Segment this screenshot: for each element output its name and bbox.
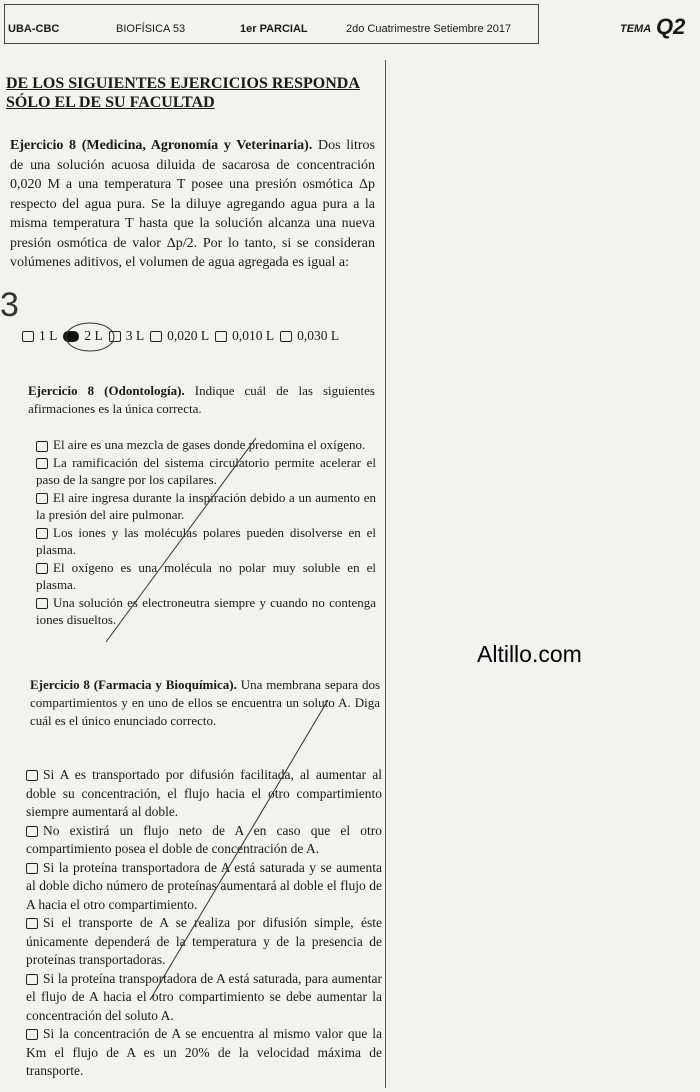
option-item[interactable]: Una solución es electroneutra siempre y cuando no contenga iones disueltos. [36, 594, 376, 627]
exam-label: 1er PARCIAL [240, 23, 308, 35]
subject-label: BIOFÍSICA 53 [116, 23, 186, 35]
exercise-text: Dos litros de una solución acuosa diluida de sacarosa de concentración 0,020 M a una temperatura T posee una presión osmótica Δp respecto del agua pura. Se la diluye agregando agua pura a la misma temperatura T hasta que la solución alcanza una nueva presión osmótica de valor Δp/2. Por lo tanto, si se consideran volúmenes aditivos, el volumen de agua agregada es igual a: [10, 138, 376, 270]
tema-value: Q2 [656, 14, 686, 39]
option-item[interactable]: Si A es transportado por difusión facilitada, al aumentar al doble su concentración, el flujo hacia el otro compartimiento siempre aumentará al doble. [26, 767, 382, 819]
option-item[interactable]: No existirá un flujo neto de A en caso que el otro compartimiento posea el doble de concentración de A. [26, 822, 382, 856]
cross-out-stroke [106, 438, 256, 642]
tema-label: TEMA [620, 23, 652, 35]
watermark-text: Altillo.com [477, 641, 582, 667]
period-label: 2do Cuatrimestre Setiembre 2017 [346, 23, 512, 35]
option-3l[interactable]: 3 L [109, 328, 144, 344]
answer-circle-mark [66, 323, 114, 351]
option-item[interactable]: El oxígeno es una molécula no polar muy soluble en el plasma. [36, 559, 376, 592]
exercise-text: Indique cuál de las siguientes afirmaciones es la única correcta. [28, 383, 375, 416]
exercise-heading: Ejercicio 8 (Farmacia y Bioquímica). [30, 677, 237, 692]
institution-label: UBA-CBC [8, 23, 60, 35]
option-item[interactable]: Si la proteína transportadora de A está saturada y se aumenta al doble dicho número de proteínas aumentará al doble el flujo de A hacia el otro compartimiento. [26, 859, 382, 912]
option-2l[interactable]: 2 L [63, 328, 102, 344]
option-0030l[interactable]: 0,030 L [280, 328, 339, 344]
instruction-title: DE LOS SIGUIENTES EJERCICIOS RESPONDA SÓLO EL DE SU FACULTAD [6, 75, 360, 111]
exercise-heading: Ejercicio 8 (Medicina, Agronomía y Veterinaria). [10, 138, 313, 153]
exercise-text: Una membrana separa dos compartimientos y en uno de ellos se encuentra un soluto A. Diga cuál es el único enunciado correcto. [30, 677, 380, 728]
option-1l[interactable]: 1 L [22, 328, 57, 344]
option-item[interactable]: Si la proteína transportadora de A está saturada, para aumentar el flujo de A hacia el otro compartimiento se debe aumentar la concentración del soluto A. [26, 970, 382, 1023]
option-item[interactable]: La ramificación del sistema circulatorio permite acelerar el paso de la sangre por los capilares. [36, 454, 376, 487]
option-item[interactable]: Los iones y las moléculas polares pueden disolverse en el plasma. [36, 524, 376, 557]
exercise-heading: Ejercicio 8 (Odontología). [28, 383, 185, 398]
option-0010l[interactable]: 0,010 L [215, 328, 274, 344]
cross-out-stroke [150, 700, 328, 1000]
option-item[interactable]: Si el transporte de A se realiza por difusión simple, éste únicamente dependerá de la temperatura y de la presencia de proteínas transportadoras. [26, 915, 382, 967]
option-item[interactable]: El aire es una mezcla de gases donde predomina el oxígeno. [36, 436, 376, 454]
option-0020l[interactable]: 0,020 L [150, 328, 209, 344]
margin-handwritten-mark: 3 [0, 286, 19, 324]
option-item[interactable]: El aire ingresa durante la inspiración debido a un aumento en la presión del aire pulmonar. [36, 489, 376, 522]
option-item[interactable]: Si la concentración de A se encuentra al mismo valor que la Km el flujo de A es un 20% de la velocidad máxima de transporte. [26, 1026, 382, 1078]
